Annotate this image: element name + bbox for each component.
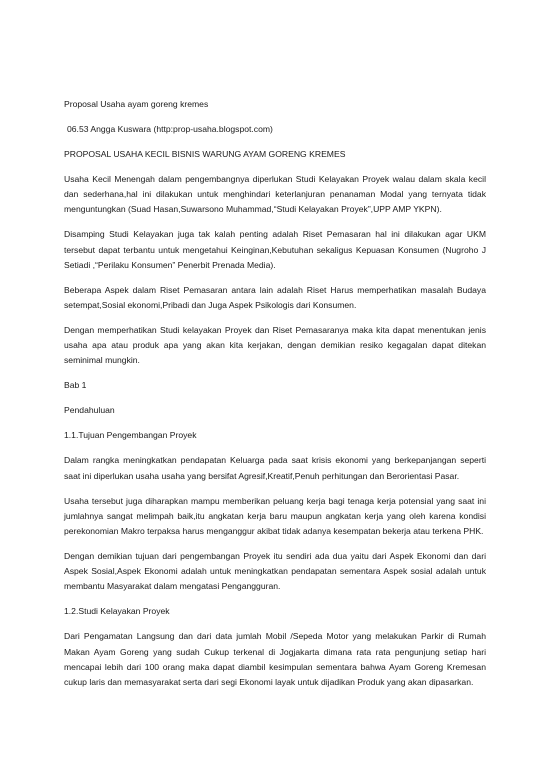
section-heading-1-1: 1.1.Tujuan Pengembangan Proyek [64, 430, 197, 441]
document-title: Proposal Usaha ayam goreng kremes [64, 99, 209, 109]
paragraph-section-1-2: Dari Pengamatan Langsung dan dari data jumlah Mobil /Sepeda Motor yang melakukan Parkir di Rumah Makan Ayam Goreng yang sudah Cukup terkenal di Jogjakarta dimana rata rata pengunjung setiap hari mencapai lebih dari 100 orang maka dapat diambil kesimpulan sementara bahwa Ayam Goreng Kremesan cukup laris dan memasyarakat serta dari segi Ekonomi layak untuk dijadikan Produk yang akan dipasarkan. [64, 631, 486, 688]
section-heading-1-2: 1.2.Studi Kelayakan Proyek [64, 606, 170, 617]
chapter-title: Pendahuluan [64, 405, 115, 416]
paragraph-section-1-1-a: Dalam rangka meningkatkan pendapatan Keluarga pada saat krisis ekonomi yang berkepanjangan seperti saat ini diperlukan usaha usaha yang bersifat Agresif,Kreatif,Penuh perhitungan dan Berorientasi Pasar. [64, 455, 486, 481]
paragraph-intro-1: Usaha Kecil Menengah dalam pengembangnya diperlukan Studi Kelayakan Proyek walau dalam skala kecil dan sederhana,hal ini dilakukan untuk menghindari keterlanjuran penanaman Modal yang ternyata tidak menguntungkan (Suad Hasan,Suwarsono Muhammad,“Studi Kelayakan Proyek”,UPP AMP YKPN). [64, 174, 486, 215]
proposal-heading: PROPOSAL USAHA KECIL BISNIS WARUNG AYAM GORENG KREMES [64, 149, 346, 159]
author-line: 06.53 Angga Kuswara (http:prop-usaha.blogspot.com) [67, 124, 273, 134]
paragraph-section-1-1-c: Dengan demikian tujuan dari pengembangan Proyek itu sendiri ada dua yaitu dari Aspek Ekonomi dan dari Aspek Sosial,Aspek Ekonomi adalah untuk meningkatkan pendapatan sementara Aspek sosial adalah untuk membantu Masyarakat dalam mengatasi Pengangguran. [64, 551, 486, 592]
paragraph-intro-3: Beberapa Aspek dalam Riset Pemasaran antara lain adalah Riset Harus memperhatikan masalah Budaya setempat,Sosial ekonomi,Pribadi dan Juga Aspek Psikologis dari Konsumen. [64, 284, 486, 311]
chapter-label: Bab 1 [64, 380, 87, 391]
paragraph-section-1-1-b: Usaha tersebut juga diharapkan mampu memberikan peluang kerja bagi tenaga kerja potensial yang saat ini jumlahnya sangat melimpah baik,itu angkatan kerja baru maupun angkatan kerja yang oleh karena kondisi perekonomian Makro terpaksa harus menganggur akibat tidak adanya kesempatan bekerja atau terkena PHK. [64, 495, 486, 537]
paragraph-intro-2: Disamping Studi Kelayakan juga tak kalah penting adalah Riset Pemasaran hal ini dilakukan agar UKM tersebut dapat terbantu untuk mengetahui Keinginan,Kebutuhan sekaligus Kepuasan Konsumen (Nugroho J Setiadi ,“Perilaku Konsumen” Penerbit Prenada Media). [64, 229, 486, 270]
paragraph-intro-4: Dengan memperhatikan Studi kelayakan Proyek dan Riset Pemasaranya maka kita dapat menentukan jenis usaha apa atau produk apa yang akan kita kerjakan, dengan demikian resiko kegagalan dapat ditekan seminimal mungkin. [64, 325, 486, 366]
